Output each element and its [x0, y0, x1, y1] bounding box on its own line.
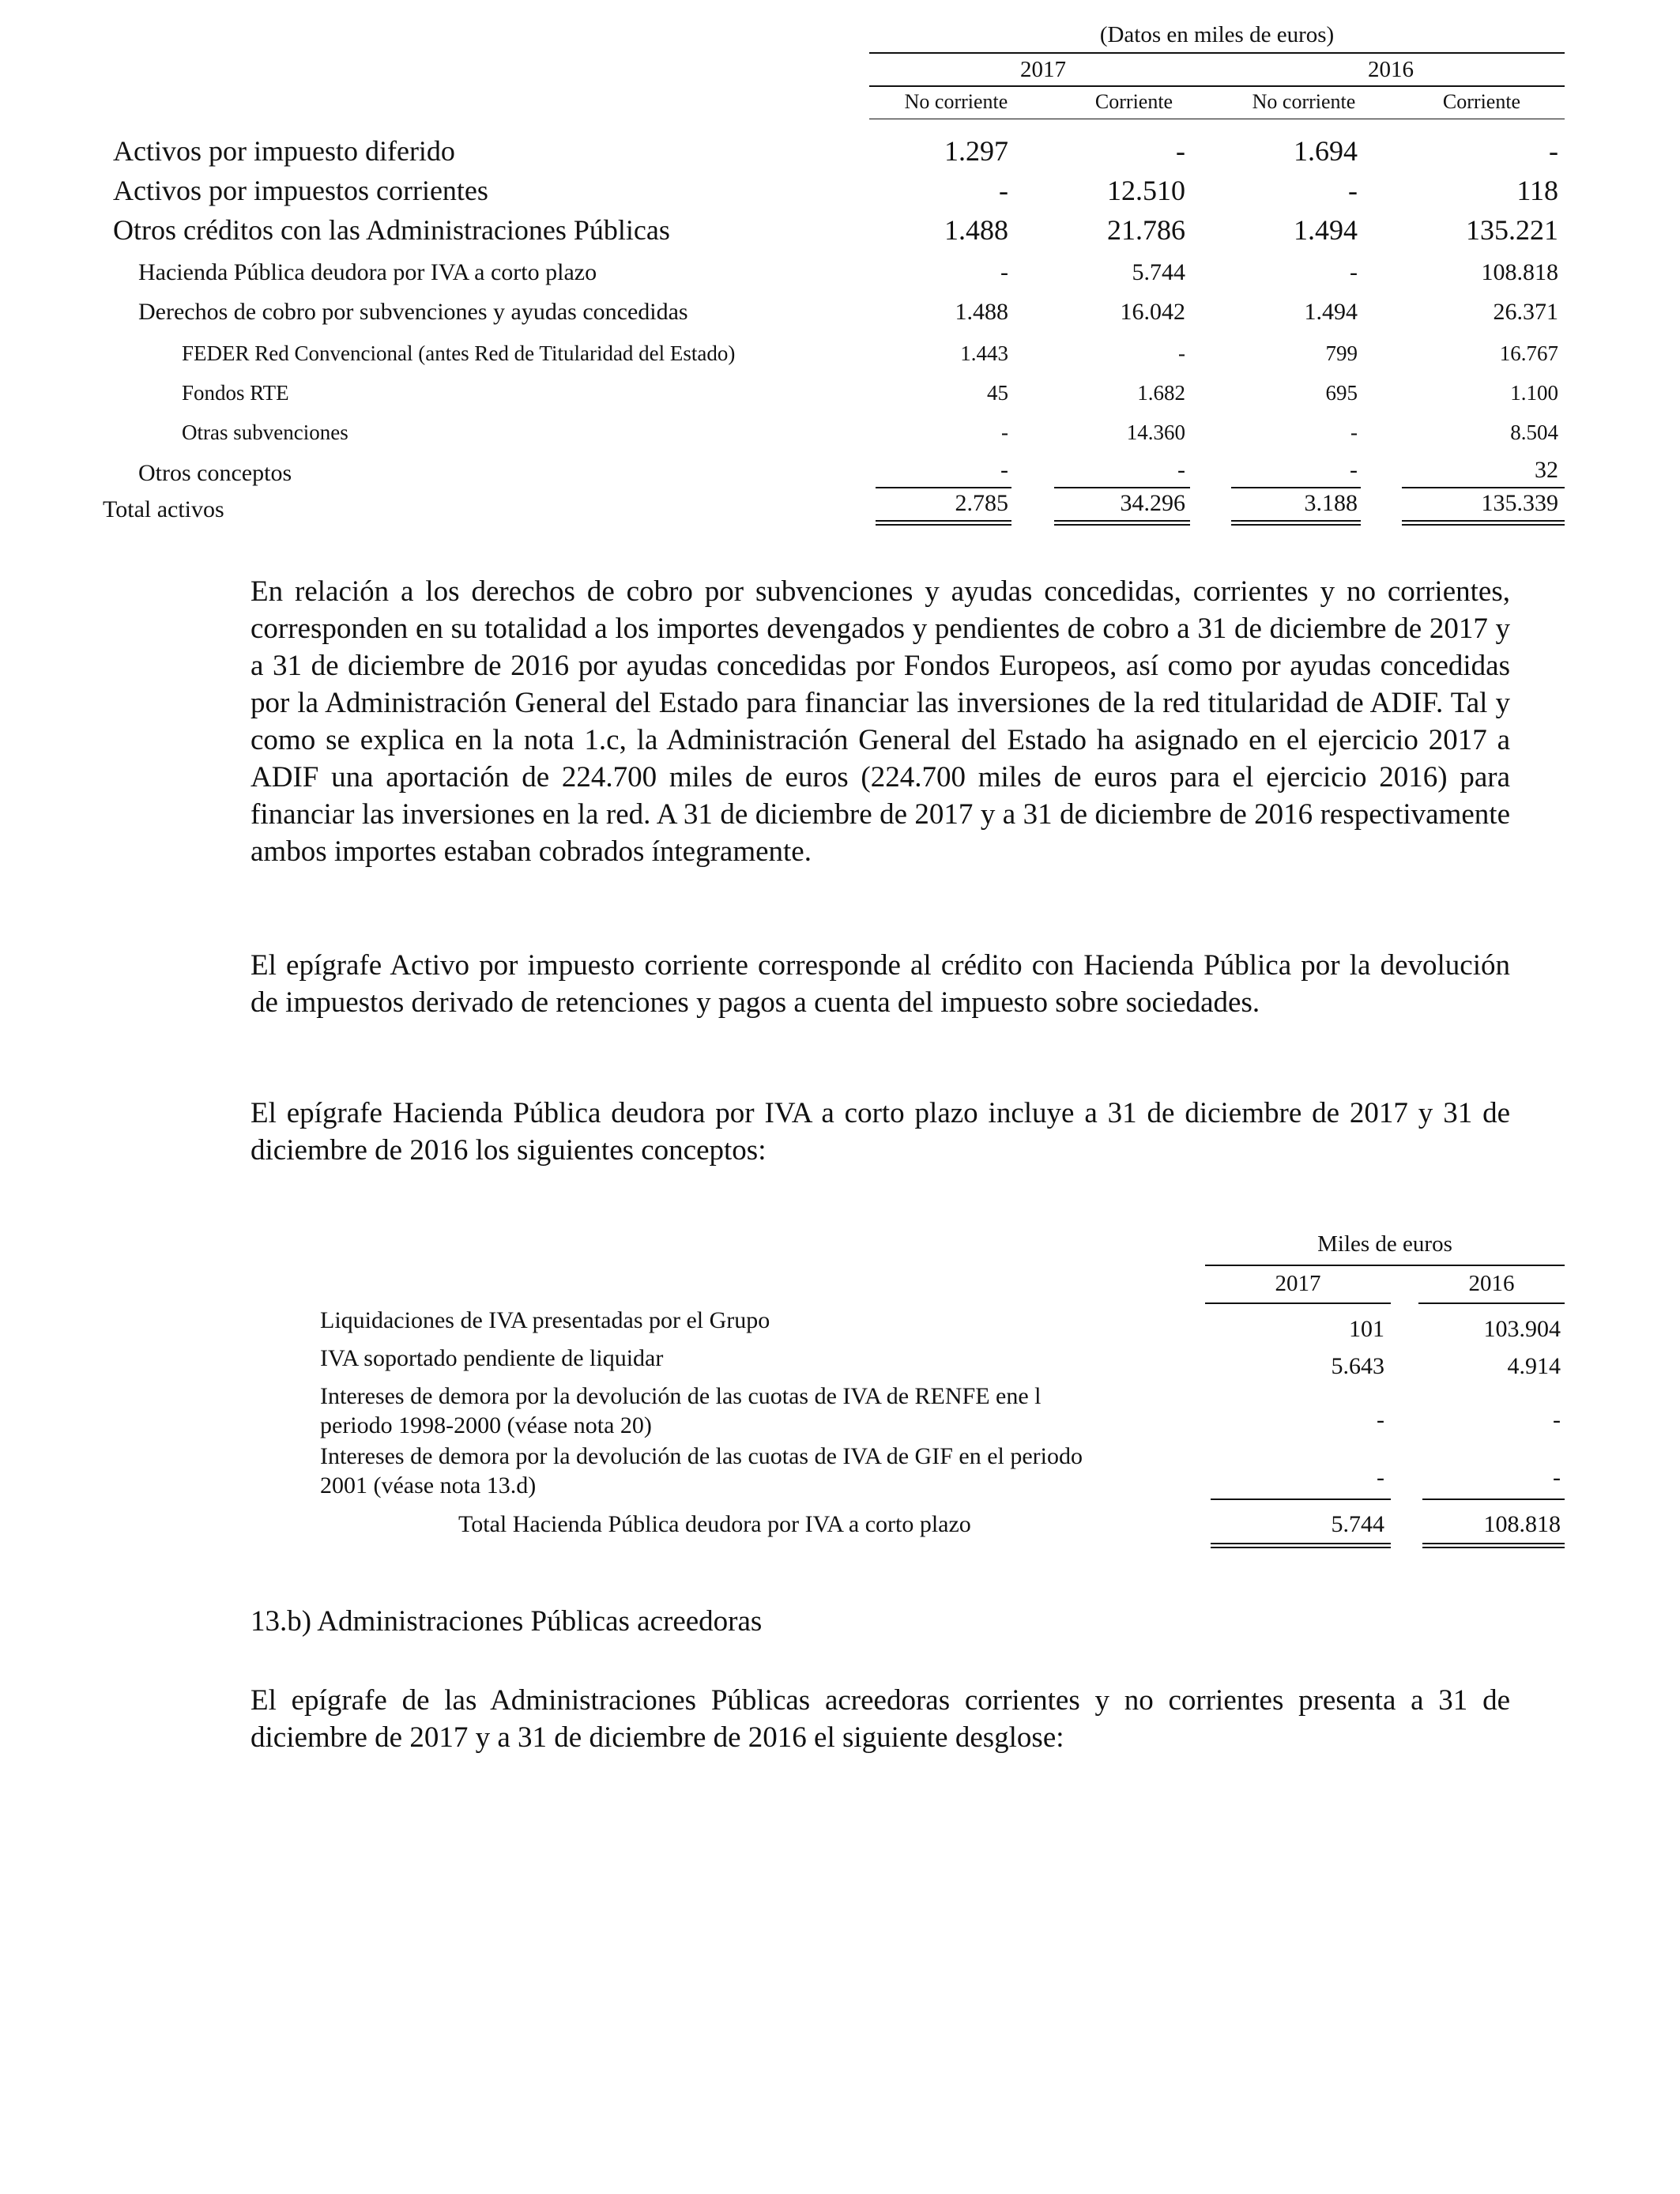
cell-value: 118 — [1516, 175, 1558, 206]
cell-value: 14.360 — [1126, 420, 1185, 444]
cell-value: - — [999, 175, 1008, 206]
cell-value: 1.682 — [1137, 381, 1185, 405]
row-label: Fondos RTE — [182, 381, 289, 405]
subtotal-rule — [1211, 1498, 1391, 1500]
row-label: Activos por impuestos corrientes — [113, 175, 488, 206]
cell-value: - — [1553, 1407, 1561, 1433]
cell-value: - — [1348, 175, 1358, 206]
cell-value: 5.744 — [1132, 259, 1185, 285]
col-header-no-corriente-2016: No corriente — [1252, 90, 1356, 113]
row-label-line2: 2001 (véase nota 13.d) — [320, 1472, 537, 1498]
total-double-rule — [876, 520, 1011, 526]
cell-value: 103.904 — [1483, 1316, 1561, 1342]
paragraph-acreedoras: El epígrafe de las Administraciones Públicas acreedoras corrientes y no corrientes presenta a 31 de diciembre de 2017 y a 31 de diciembre de 2016 el siguiente desglose: — [250, 1684, 1510, 1754]
header-rule — [1205, 1265, 1565, 1266]
total-label: Total Hacienda Pública deudora por IVA a corto plazo — [458, 1511, 971, 1537]
year-header-2016: 2016 — [1368, 57, 1414, 82]
cell-value: - — [1350, 420, 1358, 444]
total-value: 135.339 — [1481, 490, 1558, 516]
cell-value: - — [1000, 259, 1008, 285]
row-label-line2: periodo 1998-2000 (véase nota 20) — [320, 1412, 652, 1438]
cell-value: 12.510 — [1107, 175, 1185, 206]
header-rule — [869, 52, 1565, 54]
cell-value: 21.786 — [1107, 214, 1185, 246]
cell-value: - — [1553, 1465, 1561, 1491]
cell-value: 1.100 — [1510, 381, 1558, 405]
cell-value: - — [1176, 135, 1185, 167]
cell-value: 135.221 — [1466, 214, 1558, 246]
year-rule — [869, 85, 1565, 87]
cell-value: - — [1549, 135, 1558, 167]
year-rule — [1418, 1302, 1565, 1304]
cell-value: 5.643 — [1331, 1353, 1384, 1379]
col-header-corriente-2017: Corriente — [1094, 90, 1173, 113]
row-label: Otros conceptos — [138, 460, 292, 486]
cell-value: - — [1000, 457, 1008, 483]
cell-value: 32 — [1535, 457, 1558, 483]
total-double-rule — [1231, 520, 1361, 526]
cell-value: - — [1350, 457, 1358, 483]
total-value: 34.296 — [1120, 490, 1185, 516]
cell-value: 101 — [1349, 1316, 1384, 1342]
cell-value: 4.914 — [1507, 1353, 1561, 1379]
paragraph-hacienda-iva: El epígrafe Hacienda Pública deudora por IVA a corto plazo incluye a 31 de diciembre de 2017 y 31 de diciembre de 2016 los siguientes conceptos: — [250, 1097, 1510, 1167]
row-label: Otras subvenciones — [182, 420, 348, 444]
total-label: Total activos — [103, 496, 224, 522]
cell-value: 1.488 — [955, 299, 1008, 325]
year-header-2017: 2017 — [1020, 57, 1066, 82]
row-label: Derechos de cobro por subvenciones y ayudas concedidas — [138, 299, 688, 325]
cell-value: - — [1350, 259, 1358, 285]
cell-value: 695 — [1325, 381, 1358, 405]
row-label: Activos por impuesto diferido — [113, 135, 455, 167]
subtotal-rule — [1402, 487, 1565, 488]
cell-value: 1.494 — [1304, 299, 1358, 325]
cell-value: 1.694 — [1294, 135, 1358, 167]
total-value: 2.785 — [955, 490, 1008, 516]
row-label-line1: Intereses de demora por la devolución de las cuotas de IVA de GIF en el periodo — [320, 1443, 1083, 1469]
cell-value: 1.488 — [944, 214, 1008, 246]
cell-value: 26.371 — [1493, 299, 1558, 325]
year-rule — [1205, 1302, 1391, 1304]
subtotal-rule — [1422, 1498, 1565, 1500]
cell-value: 1.297 — [944, 135, 1008, 167]
col-header-no-corriente-2017: No corriente — [904, 90, 1008, 113]
row-label: Hacienda Pública deudora por IVA a corto plazo — [138, 259, 597, 285]
paragraph-impuesto-corriente: El epígrafe Activo por impuesto corriente corresponde al crédito con Hacienda Pública por la devolución de impuestos derivado de retenciones y pagos a cuenta del impuesto sobre sociedades. — [250, 949, 1510, 1019]
cell-value: - — [1377, 1407, 1384, 1433]
row-label: Otros créditos con las Administraciones Públicas — [113, 214, 670, 246]
cell-value: 108.818 — [1481, 259, 1558, 285]
cell-value: 799 — [1325, 341, 1358, 365]
cell-value: 1.443 — [960, 341, 1008, 365]
cell-value: 45 — [987, 381, 1008, 405]
subtotal-rule — [1054, 487, 1190, 488]
table-caption: Miles de euros — [1317, 1231, 1452, 1257]
total-double-rule — [1211, 1543, 1391, 1548]
cell-value: 1.494 — [1294, 214, 1358, 246]
total-double-rule — [1402, 520, 1565, 526]
cell-value: - — [1001, 420, 1008, 444]
col-header-corriente-2016: Corriente — [1442, 90, 1521, 113]
row-label: FEDER Red Convencional (antes Red de Titularidad del Estado) — [182, 341, 736, 365]
cell-value: 16.042 — [1120, 299, 1185, 325]
paragraph-subvenciones: En relación a los derechos de cobro por subvenciones y ayudas concedidas, corrientes y no corrientes, corresponden en su totalidad a los importes devengados y pendientes de cobro a 31 de diciembre de 2017 y a 31 de diciembre de 2016 por ayudas concedidas por Fondos Europeos, así como por ayudas concedidas por la Administración General del Estado para financiar las inversiones de la red titularidad de ADIF. Tal y como se explica en la nota 1.c, la Administración General del Estado ha asignado en el ejercicio 2017 a ADIF una aportación de 224.700 miles de euros (224.700 miles de euros para el ejercicio 2016) para financiar las inversiones en la red. A 31 de diciembre de 2017 y a 31 de diciembre de 2016 respectivamente ambos importes estaban cobrados íntegramente. — [250, 575, 1510, 868]
cell-value: - — [1178, 341, 1185, 365]
row-label-line1: Intereses de demora por la devolución de las cuotas de IVA de RENFE ene l — [320, 1383, 1042, 1409]
table-caption: (Datos en miles de euros) — [1099, 22, 1335, 47]
cell-value: 16.767 — [1499, 341, 1558, 365]
year-header-2016: 2016 — [1468, 1271, 1515, 1296]
total-double-rule — [1054, 520, 1190, 526]
section-heading: 13.b) Administraciones Públicas acreedoras — [250, 1605, 763, 1638]
total-value: 3.188 — [1304, 490, 1358, 516]
subtotal-rule — [876, 487, 1011, 488]
cell-value: - — [1377, 1465, 1384, 1491]
total-value: 5.744 — [1331, 1511, 1384, 1537]
subtotal-rule — [1231, 487, 1361, 488]
row-label: Liquidaciones de IVA presentadas por el Grupo — [320, 1307, 770, 1333]
row-label: IVA soportado pendiente de liquidar — [320, 1345, 664, 1371]
total-double-rule — [1422, 1543, 1565, 1548]
year-header-2017: 2017 — [1275, 1271, 1321, 1296]
cell-value: 8.504 — [1510, 420, 1558, 444]
total-value: 108.818 — [1483, 1511, 1561, 1537]
cell-value: - — [1177, 457, 1185, 483]
